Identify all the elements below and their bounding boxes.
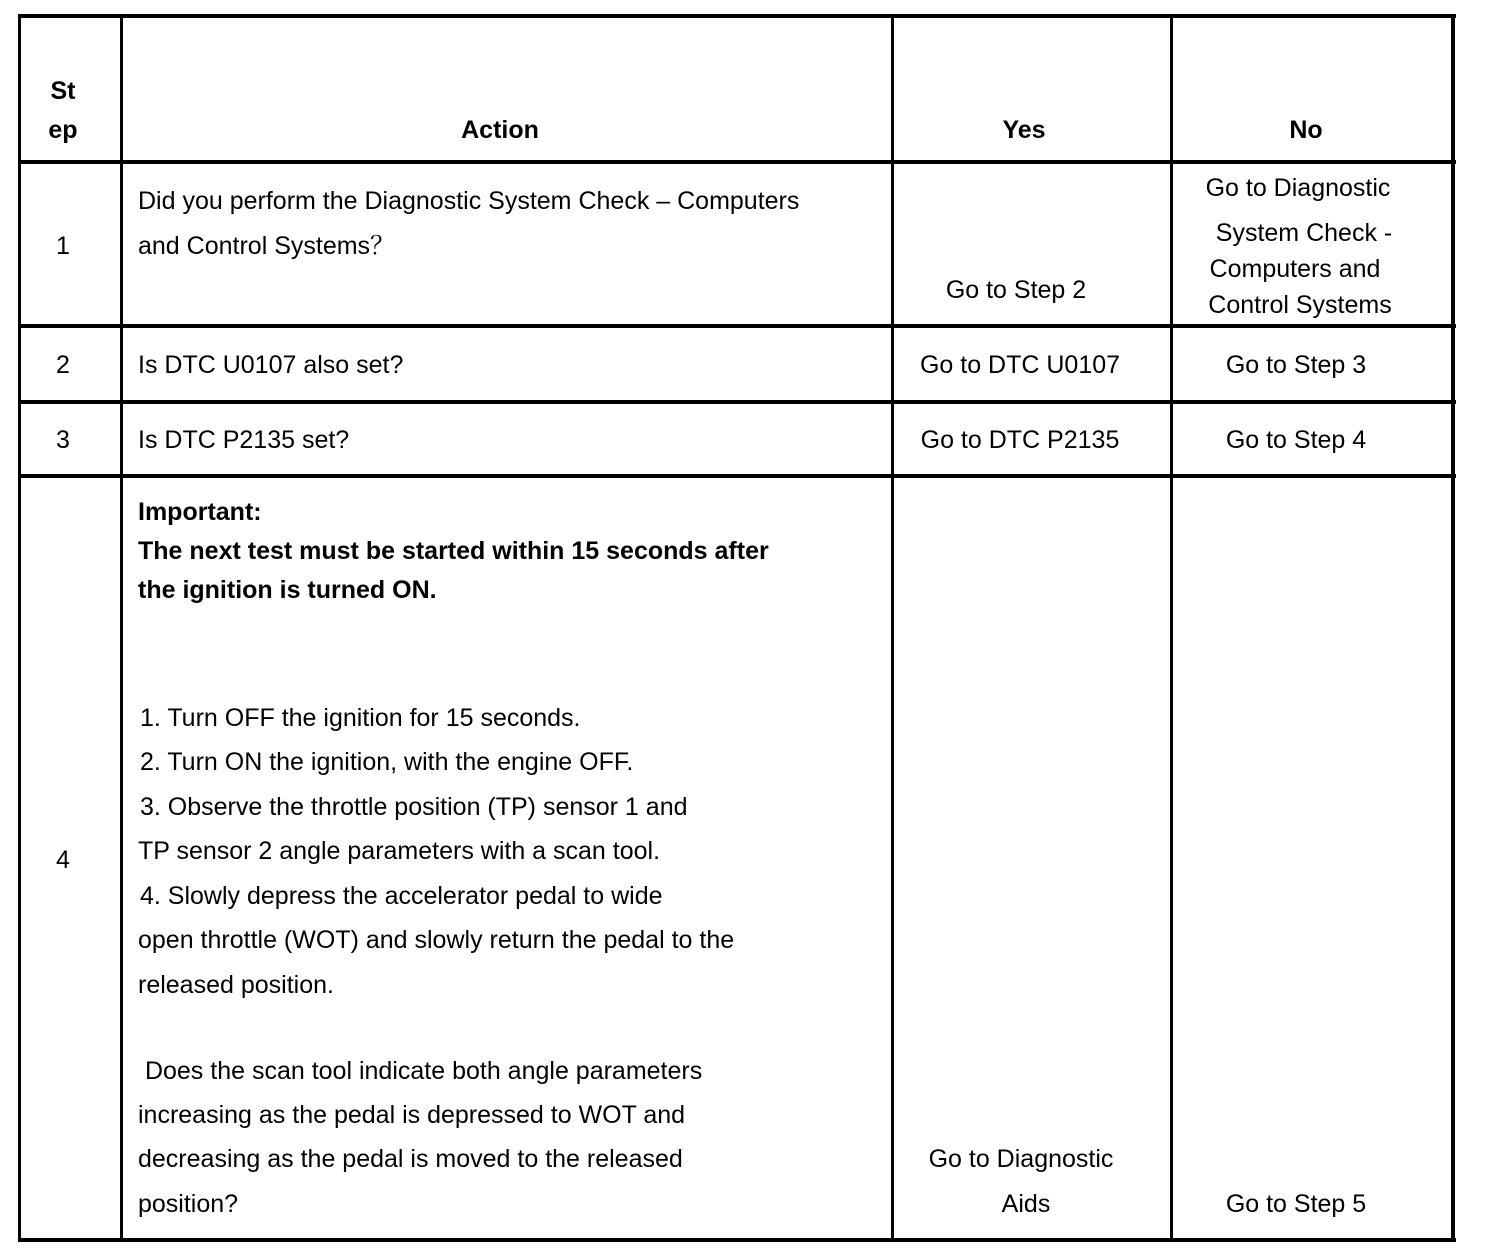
important-text-line: the ignition is turned ON.: [138, 576, 437, 604]
step-number: 4: [56, 846, 70, 874]
action-text-line: and Control Systems？: [138, 232, 396, 260]
no-action: Go to Step 5: [1225, 1190, 1367, 1218]
header-no: No: [1289, 116, 1323, 144]
col-separator-2: [891, 14, 894, 1242]
question-line: decreasing as the pedal is moved to the released: [138, 1145, 683, 1173]
no-action: Go to Step 3: [1225, 351, 1367, 379]
instruction-line: open throttle (WOT) and slowly return the pedal to the: [138, 926, 735, 954]
header-step-line2: ep: [48, 116, 78, 144]
no-action-line: Control Systems: [1208, 291, 1392, 319]
no-action-line: System Check -: [1215, 219, 1393, 247]
instruction-line: released position.: [138, 971, 334, 999]
header-yes: Yes: [1002, 116, 1046, 144]
yes-action: Go to DTC P2135: [920, 426, 1120, 454]
important-text-line: The next test must be started within 15 seconds after: [138, 537, 769, 565]
important-label: Important:: [138, 498, 262, 526]
no-action-line: Go to Diagnostic: [1205, 174, 1391, 202]
instruction-line: 3. Observe the throttle position (TP) sensor 1 and: [140, 793, 688, 821]
question-line: position?: [138, 1190, 239, 1218]
yes-action: Go to DTC U0107: [919, 351, 1121, 379]
yes-action: Go to Step 2: [945, 276, 1087, 304]
action-text-line: Did you perform the Diagnostic System Check – Computers: [138, 187, 800, 215]
header-separator: [18, 160, 1456, 164]
instruction-line: 2. Turn ON the ignition, with the engine OFF.: [140, 748, 634, 776]
step-number: 2: [56, 351, 70, 379]
border-top: [18, 14, 1456, 18]
header-step-line1: St: [50, 77, 76, 105]
step-number: 3: [56, 426, 70, 454]
yes-action-line: Go to Diagnostic: [928, 1145, 1114, 1173]
row-separator-3: [18, 474, 1456, 478]
yes-action-line: Aids: [1001, 1190, 1051, 1218]
instruction-line: 1. Turn OFF the ignition for 15 seconds.: [140, 704, 581, 732]
row-separator-2: [18, 400, 1456, 404]
border-right: [1451, 14, 1455, 1242]
no-action-line: Computers and: [1209, 255, 1381, 283]
no-action: Go to Step 4: [1225, 426, 1367, 454]
border-left: [18, 14, 21, 1242]
action-text: Is DTC P2135 set?: [138, 426, 350, 454]
col-separator-1: [120, 14, 123, 1242]
row-separator-1: [18, 324, 1456, 328]
instruction-line: TP sensor 2 angle parameters with a scan tool.: [138, 837, 661, 865]
question-line: increasing as the pedal is depressed to WOT and: [138, 1101, 686, 1129]
action-text: Is DTC U0107 also set?: [138, 351, 404, 379]
instruction-line: 4. Slowly depress the accelerator pedal to wide: [140, 882, 663, 910]
border-bottom: [18, 1238, 1456, 1242]
step-number: 1: [56, 232, 70, 260]
question-line: Does the scan tool indicate both angle parameters: [138, 1057, 703, 1085]
col-separator-3: [1170, 14, 1173, 1242]
header-action: Action: [461, 116, 539, 144]
